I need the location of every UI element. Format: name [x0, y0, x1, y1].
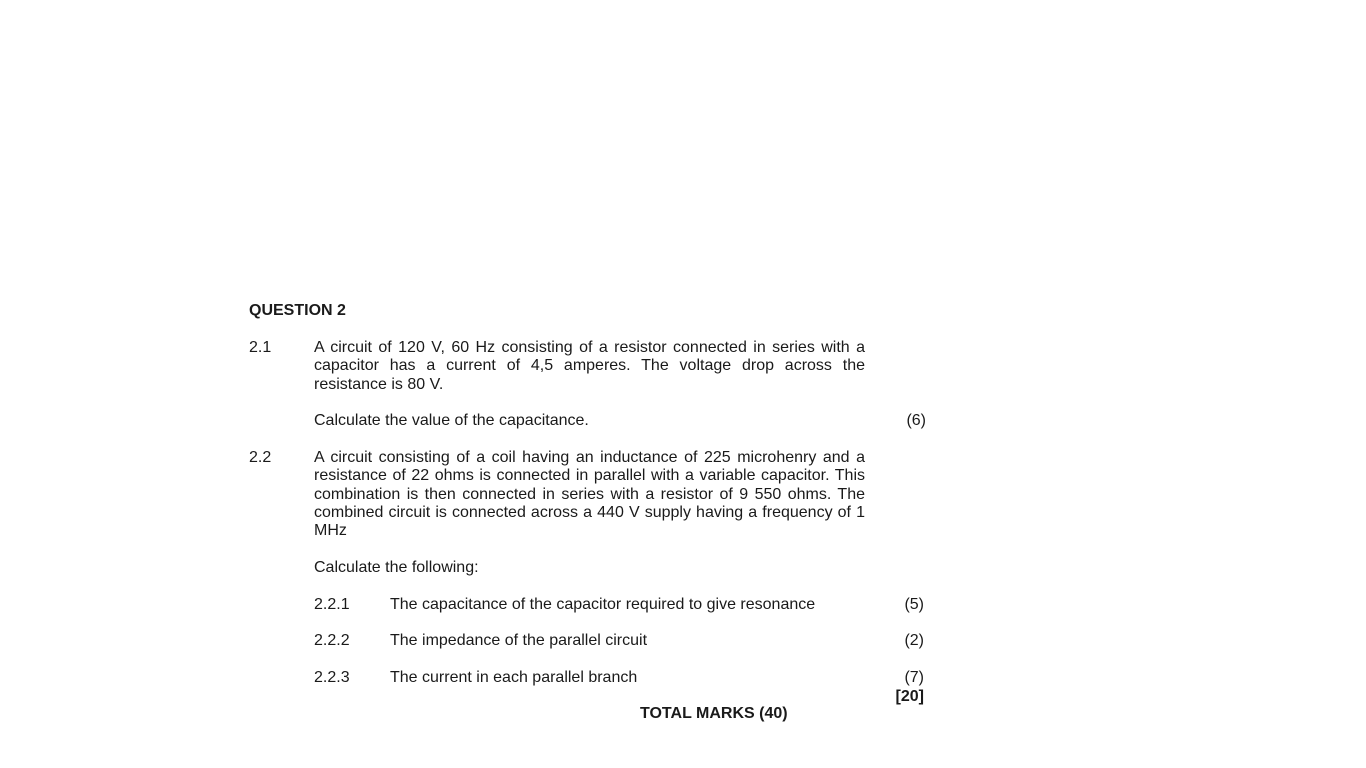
- question-text-2-2: A circuit consisting of a coil having an inductance of 225 microhenry and a resistance of 22 ohms is connected in parallel with a variable capacitor. This combination is then connected in series with a resistor of 9 550 ohms. The combined circuit is connected across a 440 V supply having a frequency of 1 MHz: [314, 449, 865, 540]
- subquestion-marks: (5): [904, 596, 924, 613]
- total-marks: TOTAL MARKS (40): [640, 705, 788, 722]
- question-number-2-2: 2.2: [249, 449, 272, 466]
- subquestion-number: 2.2.1: [314, 596, 350, 613]
- question-text-2-1: A circuit of 120 V, 60 Hz consisting of a resistor connected in series with a capacitor has a current of 4,5 amperes. The voltage drop across the resistance is 80 V.: [314, 339, 865, 393]
- subquestion-text: The impedance of the parallel circuit: [390, 632, 648, 649]
- section-total-marks: [20]: [895, 688, 924, 705]
- question-instruction-2-1: Calculate the value of the capacitance.: [314, 412, 589, 429]
- question-number-2-1: 2.1: [249, 339, 272, 356]
- subquestion-marks: (7): [904, 669, 924, 686]
- question-instruction-2-2: Calculate the following:: [314, 559, 479, 576]
- subquestion-text: The current in each parallel branch: [390, 669, 638, 686]
- subquestion-marks: (2): [904, 632, 924, 649]
- question-heading: QUESTION 2: [249, 302, 346, 319]
- subquestion-number: 2.2.3: [314, 669, 350, 686]
- marks-2-1: (6): [906, 412, 926, 429]
- subquestion-text: The capacitance of the capacitor required to give resonance: [390, 596, 816, 613]
- subquestion-number: 2.2.2: [314, 632, 350, 649]
